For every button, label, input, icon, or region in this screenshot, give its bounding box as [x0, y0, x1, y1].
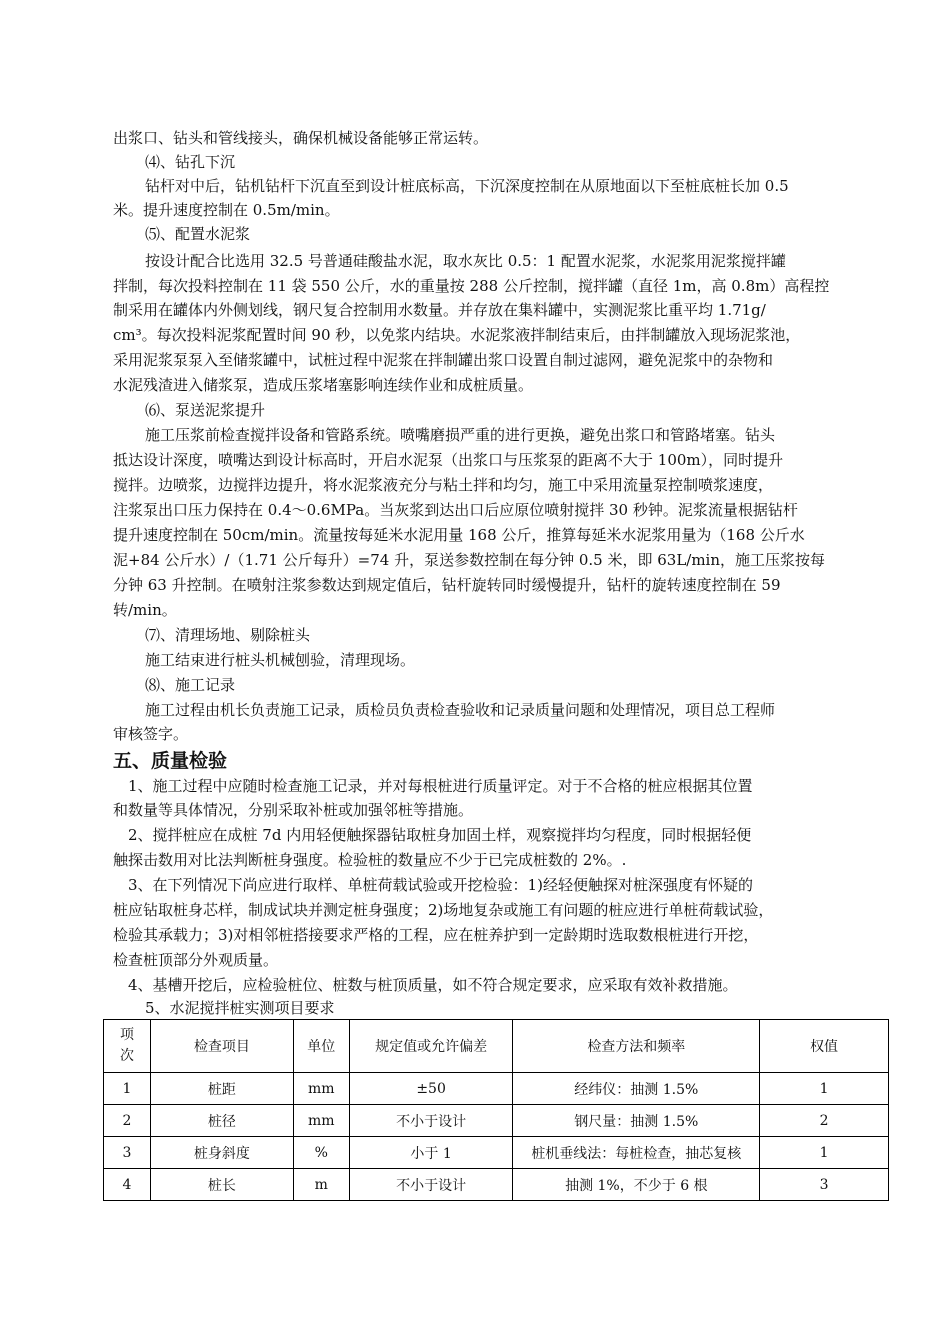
paragraph-line: 采用泥浆泵泵入至储浆罐中，试桩过程中泥浆在拌制罐出浆口设置自制过滤网，避免泥浆中的杂物和: [113, 351, 774, 369]
cell-no: 4: [104, 1169, 151, 1201]
cell-method: 抽测 1%，不少于 6 根: [513, 1169, 760, 1201]
table-row: [104, 1169, 889, 1201]
cell-method: 钢尺量：抽测 1.5%: [513, 1105, 760, 1137]
paragraph-line: 注浆泵出口压力保持在 0.4～0.6MPa。当灰浆到达出口后应原位喷射搅拌 30 秒钟。泥浆流量根据钻杆: [113, 501, 798, 519]
inspection-table: [103, 1019, 889, 1201]
section-title: 五、质量检验: [113, 750, 228, 772]
cell-method: 经纬仪：抽测 1.5%: [513, 1073, 760, 1105]
cell-tolerance: 小于 1: [349, 1137, 513, 1169]
quality-line: 检查桩顶部分外观质量。: [113, 951, 279, 969]
cell-no: 1: [104, 1073, 151, 1105]
cell-weight: 3: [760, 1169, 889, 1201]
paragraph-line: 分钟 63 升控制。在喷射注浆参数达到规定值后，钻杆旋转同时缓慢提升，钻杆的旋转速度控制在 59: [113, 576, 781, 594]
quality-line: 和数量等具体情况，分别采取补桩或加强邻桩等措施。: [113, 801, 474, 819]
quality-line: 检验其承载力；3)对相邻桩搭接要求严格的工程，应在桩养护到一定龄期时选取数根桩进行开挖，: [113, 926, 759, 944]
paragraph-line: 拌制，每次投料控制在 11 袋 550 公斤，水的重量按 288 公斤控制，搅拌罐（直径 1m，高 0.8m）高程控: [113, 277, 830, 295]
cell-weight: 2: [760, 1105, 889, 1137]
paragraph-line: 制采用在罐体内外侧划线，钢尺复合控制用水数量。并存放在集料罐中，实测泥浆比重平均 1.71g/: [113, 301, 766, 319]
paragraph-line: cm³。每次投料泥浆配置时间 90 秒，以免浆内结块。水泥浆液拌制结束后，由拌制罐放入现场泥浆池，: [113, 326, 801, 344]
cell-item: 桩距: [150, 1073, 293, 1105]
header-weight: 权值: [760, 1020, 889, 1073]
step-heading-drilling: ⑷、钻孔下沉: [145, 153, 236, 171]
cell-method: 桩机垂线法：每桩检查，抽芯复核: [513, 1137, 760, 1169]
paragraph-line: 施工过程由机长负责施工记录，质检员负责检查验收和记录质量问题和处理情况，项目总工程师: [145, 701, 776, 719]
cell-item: 桩长: [150, 1169, 293, 1201]
header-unit: 单位: [293, 1020, 349, 1073]
paragraph-line: 按设计配合比选用 32.5 号普通硅酸盐水泥，取水灰比 0.5：1 配置水泥浆，水泥浆用泥浆搅拌罐: [145, 252, 786, 270]
cell-tolerance: 不小于设计: [349, 1169, 513, 1201]
cell-item: 桩径: [150, 1105, 293, 1137]
cell-unit: m: [293, 1169, 349, 1201]
paragraph-line: 米。提升速度控制在 0.5m/min。: [113, 201, 340, 219]
quality-line: 3、在下列情况下尚应进行取样、单桩荷载试验或开挖检验：1)经轻便触探对桩深强度有怀疑的: [128, 876, 753, 894]
paragraph-line: 抵达设计深度，喷嘴达到设计标高时，开启水泥泵（出浆口与压浆泵的距离不大于 100m），同时提升: [113, 451, 784, 469]
step-heading-cement-slurry: ⑸、配置水泥浆: [145, 225, 251, 243]
table-header-row: [104, 1020, 889, 1073]
paragraph-line: 施工结束进行桩头机械刨验，清理现场。: [145, 651, 416, 669]
header-check-item: 检查项目: [150, 1020, 293, 1073]
quality-line: 4、基槽开挖后，应检验桩位、桩数与桩顶质量，如不符合规定要求，应采取有效补救措施。: [128, 976, 738, 994]
paragraph-line: 水泥残渣进入储浆泵，造成压浆堵塞影响连续作业和成桩质量。: [113, 376, 534, 394]
cell-weight: 1: [760, 1073, 889, 1105]
cell-unit: mm: [293, 1105, 349, 1137]
quality-line: 触探击数用对比法判断桩身强度。检验桩的数量应不少于已完成桩数的 2%。.: [113, 851, 627, 869]
paragraph-line: 钻杆对中后，钻机钻杆下沉直至到设计桩底标高，下沉深度控制在从原地面以下至桩底桩长加 0.5: [145, 177, 789, 195]
cell-unit: mm: [293, 1073, 349, 1105]
cell-item: 桩身斜度: [150, 1137, 293, 1169]
step-heading-records: ⑻、施工记录: [145, 676, 236, 694]
quality-line: 2、搅拌桩应在成桩 7d 内用轻便触探器钻取桩身加固土样，观察搅拌均匀程度，同时根据轻便: [128, 826, 752, 844]
paragraph-line: 审核签字。: [113, 725, 189, 743]
paragraph-line: 搅拌。边喷浆，边搅拌边提升，将水泥浆液充分与粘土拌和均匀，施工中采用流量泵控制喷浆速度，: [113, 476, 774, 494]
header-item-no: 项 次: [104, 1020, 151, 1073]
quality-line: 桩应钻取桩身芯样，制成试块并测定桩身强度；2)场地复杂或施工有问题的桩应进行单桩荷载试验，: [113, 901, 774, 919]
step-heading-cleanup: ⑺、清理场地、剔除桩头: [145, 626, 311, 644]
table-caption: 5、水泥搅拌桩实测项目要求: [145, 999, 335, 1017]
cell-unit: %: [293, 1137, 349, 1169]
table-row: [104, 1137, 889, 1169]
paragraph-line: 出浆口、钻头和管线接头，确保机械设备能够正常运转。: [113, 129, 489, 147]
header-tolerance: 规定值或允许偏差: [349, 1020, 513, 1073]
paragraph-line: 施工压浆前检查搅拌设备和管路系统。喷嘴磨损严重的进行更换，避免出浆口和管路堵塞。钻头: [145, 426, 776, 444]
cell-no: 2: [104, 1105, 151, 1137]
table-row: [104, 1073, 889, 1105]
paragraph-line: 转/min。: [113, 601, 177, 619]
header-method: 检查方法和频率: [513, 1020, 760, 1073]
paragraph-line: 提升速度控制在 50cm/min。流量按每延米水泥用量 168 公斤，推算每延米水泥浆用量为（168 公斤水: [113, 526, 805, 544]
cell-weight: 1: [760, 1137, 889, 1169]
cell-no: 3: [104, 1137, 151, 1169]
quality-line: 1、施工过程中应随时检查施工记录，并对每根桩进行质量评定。对于不合格的桩应根据其位置: [128, 777, 753, 795]
paragraph-line: 泥+84 公斤水）/（1.71 公斤每升）=74 升，泵送参数控制在每分钟 0.5 米，即 63L/min，施工压浆按每: [113, 551, 826, 569]
cell-tolerance: 不小于设计: [349, 1105, 513, 1137]
step-heading-pumping: ⑹、泵送泥浆提升: [145, 401, 266, 419]
cell-tolerance: ±50: [349, 1073, 513, 1105]
table-row: [104, 1105, 889, 1137]
